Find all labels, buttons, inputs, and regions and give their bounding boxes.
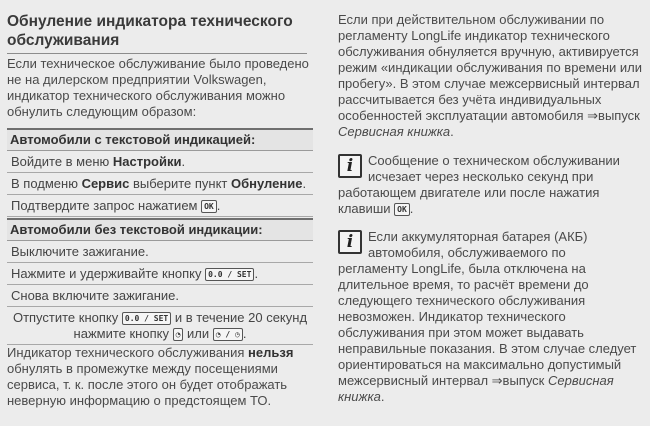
row-text: Выключите зажигание.	[11, 244, 149, 259]
clock-key-icon: ◔	[173, 328, 184, 341]
note-emphasis: нельзя	[248, 345, 294, 360]
info-text: .	[409, 201, 414, 216]
no-text-display-table	[7, 218, 313, 345]
warning-note	[7, 345, 313, 409]
row-text: или	[183, 326, 213, 341]
intro-paragraph: Если техническое обслуживание было проведено не на дилерском предприятии Volkswagen, индикатор технического обслуживания можно обнулить следующим образом:	[7, 56, 309, 119]
row-text: Нажмите и удерживайте кнопку	[11, 266, 206, 281]
note-text: обнулять в промежутке между посещениями сервиса, т. к. после этого он будет отображать неверную информацию о предстоящем ТО.	[7, 361, 288, 408]
text-display-table	[7, 128, 313, 217]
info-text: Сообщение о техническом обслуживании исчезает через несколько секунд при работающем двигателе или после нажатия клавиши	[338, 153, 620, 216]
row-text: Подтвердите запрос нажатием	[11, 198, 202, 213]
set-key-icon: 0.0 / SET	[205, 268, 254, 281]
menu-name: Настройки	[112, 154, 182, 169]
ok-key-icon: OK	[394, 203, 410, 216]
item-name: Обнуление	[231, 176, 303, 191]
row-text: Войдите в меню	[11, 154, 113, 169]
table-row	[7, 151, 313, 173]
paragraph-text: .	[450, 124, 454, 139]
book-reference: Сервисная книжка	[338, 124, 451, 139]
info-icon-glyph: i	[346, 155, 354, 176]
row-text: .	[216, 198, 221, 213]
table-row	[7, 285, 313, 307]
row-text: Отпустите кнопку	[12, 310, 122, 325]
table-row	[7, 307, 313, 345]
paragraph-text: Если при действительном обслуживании по регламенту LongLife индикатор технического обслуживания обнуляется вручную, активируется режим «индикации обслуживания по времени или пробегу». В этом случае межсервисный интервал рассчитывается без учёта индивидуальных особенностей эксплуатации автомобиля ⇒выпуск	[338, 12, 643, 123]
set-key-icon: 0.0 / SET	[122, 312, 171, 325]
info-block	[338, 153, 638, 217]
row-text: .	[181, 154, 186, 169]
info-icon	[338, 154, 362, 178]
clock-time-key-icon: ◔ / ◷	[213, 328, 243, 341]
table-row	[7, 263, 313, 285]
longlife-paragraph	[338, 12, 644, 140]
book-reference: Сервисная книжка	[338, 373, 614, 404]
table-row	[7, 173, 313, 195]
row-text: .	[254, 266, 259, 281]
info-icon-glyph: i	[346, 231, 354, 252]
ok-key-icon: OK	[201, 200, 217, 213]
section-title: Обнуление индикатора технического обслуживания	[7, 12, 307, 54]
info-block	[338, 229, 638, 405]
row-text: .	[242, 326, 247, 341]
table-row	[7, 195, 313, 217]
info-icon	[338, 230, 362, 254]
row-text: В подменю	[11, 176, 82, 191]
row-text: .	[302, 176, 307, 191]
submenu-name: Сервис	[81, 176, 130, 191]
info-text: .	[380, 389, 385, 404]
table-header-no-text-display: Автомобили без текстовой индикации:	[7, 220, 313, 241]
note-text: Индикатор технического обслуживания	[7, 345, 249, 360]
row-text: выберите пункт	[129, 176, 231, 191]
info-text: Если аккумуляторная батарея (АКБ) автомобиля, обслуживаемого по регламенту LongLife, была отключена на длительное время, то расчёт времени до следующего технического обслуживания невозможен. Индикатор технического обслуживания при этом может выдавать неправильные показания. В этом случае следует ориентироваться на максимально допустимый межсервисный интервал ⇒выпуск	[338, 229, 637, 388]
table-header-text-display: Автомобили с текстовой индикацией:	[7, 130, 313, 151]
table-row	[7, 241, 313, 263]
row-text: Снова включите зажигание.	[11, 288, 179, 303]
row-text: и в течение 20 секунд нажмите кнопку	[73, 310, 308, 341]
